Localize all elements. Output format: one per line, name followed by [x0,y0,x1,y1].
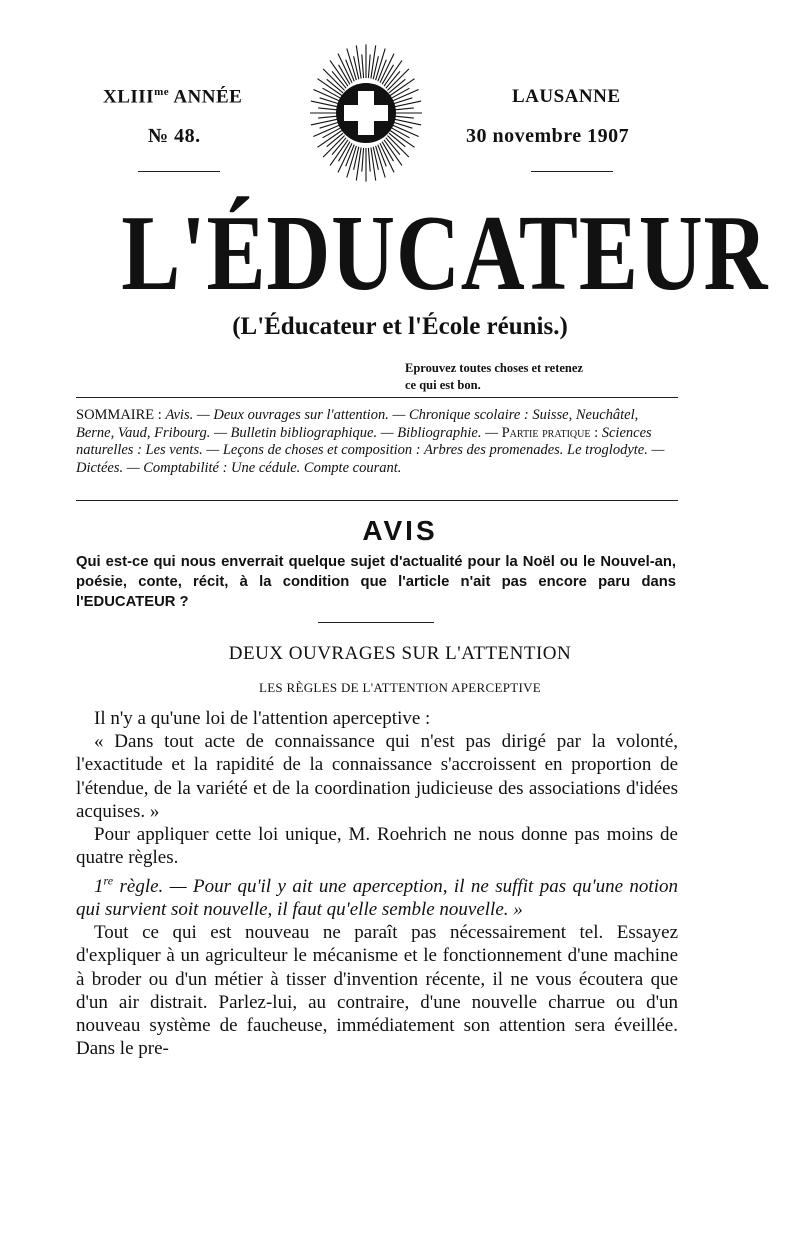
article-body [76,707,678,1060]
paragraph: Tout ce qui est nouveau ne paraît pas nécessairement tel. Essayez d'expliquer à un agriculteur le mécanisme et le fonctionnement d'une machine à broder ou d'un métier à tisser d'invention récente, il ne vous écoutera que d'un air distrait. Parlez-lui, au contraire, d'une nouvelle charrue ou d'un nouveau système de faucheuse, immédiatement son attention sera éveillée. Dans le pre- [76,922,678,1060]
issue-number: № 48. [148,125,201,147]
sunburst-ray [318,116,338,118]
sommaire-top-rule [76,397,678,398]
masthead-subtitle: (L'Éducateur et l'École réunis.) [232,313,568,340]
swiss-cross-sunburst-icon [304,37,428,189]
avis-title: AVIS [362,515,438,546]
sunburst-ray [330,60,348,86]
masthead-title: L'ÉDUCATEUR [121,194,769,313]
sunburst-ray [394,108,414,110]
sunburst-ray [320,98,339,104]
sunburst-ray [387,69,409,91]
article-title: DEUX OUVRAGES SUR L'ATTENTION [228,643,572,664]
journal-name: EDUCATEUR [83,594,176,610]
motto-line-1: Eprouvez toutes choses et retenez [405,361,583,375]
sunburst-ray [393,98,412,104]
table-of-contents [76,407,676,477]
paragraph: « Dans tout acte de connaissance qui n'est pas dirigé par la volonté, l'exactitude et la rapidité de la connaissance s'accroissent en proportion de l'étendue, de la variété et de la coordination judicieuse des associations d'idées acquises. » [76,731,678,822]
year-label: $XLIII^{me}$ ANNÉE [103,86,243,108]
paragraph: Pour appliquer cette loi unique, M. Roehrich ne nous donne pas moins de quatre règles. [76,824,678,869]
paragraph: Il n'y a qu'une loi de l'attention aperceptive : [94,708,431,729]
sommaire-bottom-rule [76,500,678,501]
avis-text: Qui est-ce qui nous enverrait quelque sujet d'actualité pour la Noël ou le Nouvel-an, poésie, conte, récit, à la condition que l'article n'ait pas encore paru dans l'EDUCATEUR ? [76,554,676,610]
motto-line-2: ce qui est bon. [405,378,481,392]
motto [405,360,583,394]
sunburst-ray [323,69,345,91]
city-label: LAUSANNE [512,86,621,107]
sunburst-ray [384,60,402,86]
sunburst-ray [330,140,348,166]
sunburst-ray [394,116,414,118]
sommaire-general: Avis. — Deux ouvrages sur l'attention. — Chronique scolaire : Suisse, Neuchâtel, Berne, Vaud, Fribourg. — Bulletin bibliographique. — Bibliographie. — [76,407,639,441]
header-left-rule [138,171,220,172]
sunburst-ray [362,148,364,172]
sunburst-ray [368,54,370,78]
paragraph: 1re règle. — Pour qu'il y ait une aperception, il ne suffit pas qu'une notion qui survient soit nouvelle, il faut qu'elle semble nouvelle. » [76,873,678,920]
sunburst-ray [320,122,339,128]
sommaire-partie-label: Partie pratique : [501,424,599,441]
sunburst-ray [318,108,338,110]
article-subtitle: LES RÈGLES DE L'ATTENTION APERCEPTIVE [258,680,542,695]
sunburst-ray [368,148,370,172]
sunburst-ray [323,136,345,158]
issue-date: 30 novembre 1907 [466,125,630,147]
sunburst-ray [393,122,412,128]
sunburst-ray [387,136,409,158]
sommaire-label: SOMMAIRE : [76,407,162,423]
avis-rule [318,622,434,623]
sunburst-ray [384,140,402,166]
sunburst-ray [362,54,364,78]
header-right-rule [531,171,613,172]
sommaire-partie: Sciences naturelles : Les vents. — Leçons de choses et composition : Arbres des promenades. Le troglodyte. — Dictées. — Comptabilité : Une cédule. Compte courant. [76,424,665,476]
